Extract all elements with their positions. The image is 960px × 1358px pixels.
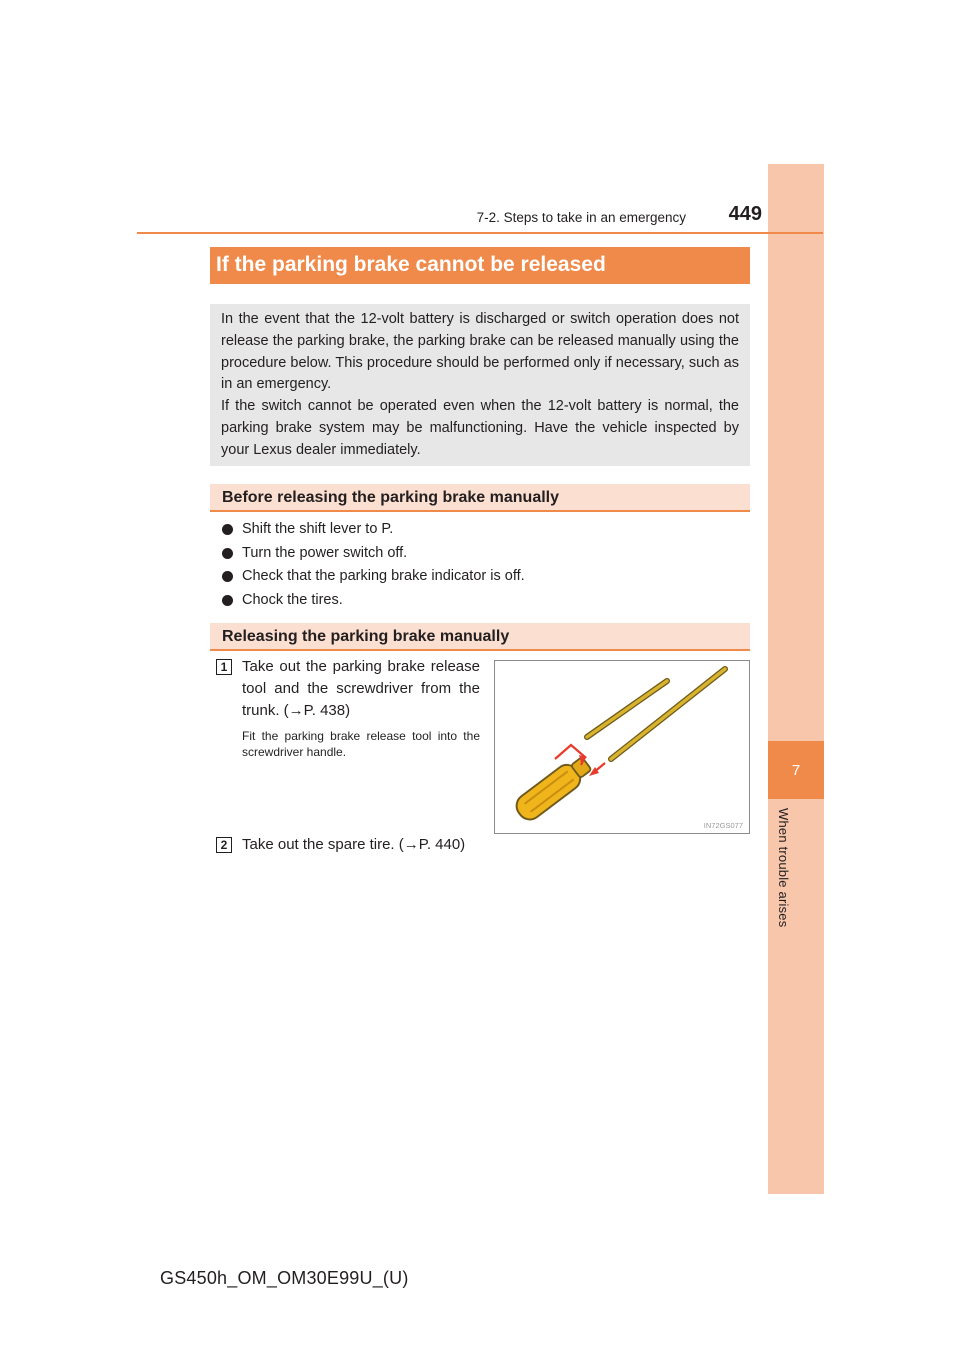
release-tool-illustration — [495, 661, 749, 833]
footer-doc-code: GS450h_OM_OM30E99U_(U) — [160, 1268, 409, 1288]
bullet-item: Turn the power switch off. — [222, 542, 742, 566]
before-bullet-list — [222, 518, 742, 612]
before-section-heading: Before releasing the parking brake manually — [210, 484, 750, 512]
chapter-number: 7 — [768, 741, 824, 799]
step-1-note: Fit the parking brake release tool into the screwdriver handle. — [242, 729, 480, 759]
chapter-side-tab — [768, 164, 824, 1194]
bullet-dot-icon — [222, 571, 233, 582]
step-2-text: Take out the spare tire. (→P. 440) — [242, 836, 466, 853]
step-1-marker: 1 — [216, 659, 232, 675]
bullet-item: Shift the shift lever to P. — [222, 518, 742, 542]
bullet-dot-icon — [222, 595, 233, 606]
intro-paragraph-2: If the switch cannot be operated even when the 12-volt battery is normal, the parking brake system may be malfunctioning. Have the vehicle inspected by your Lexus dealer immediately. — [221, 398, 739, 458]
page-number: 449 — [728, 203, 762, 225]
main-title: If the parking brake cannot be released — [210, 247, 750, 284]
header-rule — [137, 232, 823, 234]
bullet-item: Chock the tires. — [222, 589, 742, 613]
step-2-marker: 2 — [216, 837, 232, 853]
bullet-item: Check that the parking brake indicator is off. — [222, 565, 742, 589]
release-tool-figure — [494, 660, 750, 834]
step-1-text: Take out the parking brake release tool and the screwdriver from the trunk. (→P. 438) — [242, 658, 480, 719]
bullet-dot-icon — [222, 548, 233, 559]
intro-box — [210, 304, 750, 466]
bullet-dot-icon — [222, 524, 233, 535]
header-section-title: 7-2. Steps to take in an emergency — [476, 210, 686, 225]
chapter-title: When trouble arises — [776, 808, 791, 928]
figure-code: IN72GS077 — [703, 821, 743, 830]
intro-paragraph-1: In the event that the 12-volt battery is discharged or switch operation does not release the parking brake, the parking brake can be released manually using the procedure below. This procedure should be performed only if necessary, such as in an emergency. — [221, 311, 739, 393]
releasing-section-heading: Releasing the parking brake manually — [210, 623, 750, 651]
